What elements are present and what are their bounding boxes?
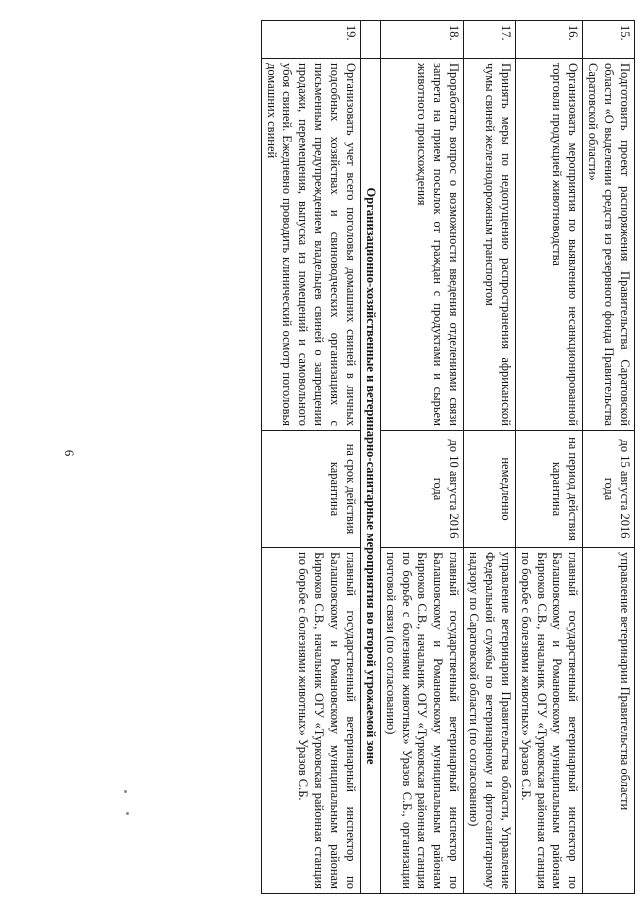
row-responsible: управление ветеринарии Правительства области, Управление Федеральной службы по ветеринарному и фитосанитарному надзору по Саратовской области (по согласованию)	[464, 548, 516, 894]
measures-table	[261, 20, 635, 894]
row-number: 16.	[515, 21, 583, 59]
section-number-cell	[361, 21, 381, 59]
row-term: немедленно	[464, 431, 516, 548]
row-responsible: главный государственный ветеринарный инспектор по Балашовскому и Романовскому муниципальным районам Бирюков С.В., начальник ОГУ «Турковская районная станция по борьбе с болезнями животных» Уразов С.Б.	[515, 548, 583, 894]
table-row	[515, 21, 583, 894]
section-row	[361, 21, 381, 894]
table-row	[380, 21, 463, 894]
row-number: 17.	[464, 21, 516, 59]
rotated-page-content	[95, 20, 635, 893]
row-term: до 15 августа 2016 года	[583, 431, 635, 548]
row-action: Организовать учет всего поголовья домашних свиней в личных подсобных хозяйствах и свиноводческих организациях с письменным предупреждением владельцев свиней о запрещении продажи, перемещения, выпуска из помещений и самовольного убоя свиней. Ежедневно проводить клинический осмотр поголовья домашних свиней	[261, 59, 360, 431]
section-title: Организационно-хозяйственные и ветеринарно-санитарные мероприятия во второй угрожаемой зоне	[361, 59, 381, 894]
row-responsible: главный государственный ветеринарный инспектор по Балашовскому и Романовскому муниципальным районам Бирюков С.В., начальник ОГУ «Турковская районная станция по борьбе с болезнями животных» Уразов С.Б.	[261, 548, 360, 894]
row-responsible: управление ветеринарии Правительства области	[583, 548, 635, 894]
row-number: 19.	[261, 21, 360, 59]
row-action: Проработать вопрос о возможности введения отделениями связи запрета на прием посылок от граждан с продуктами и сырьем животного происхождения	[380, 59, 463, 431]
row-number: 15.	[583, 21, 635, 59]
table-row	[464, 21, 516, 894]
row-action: Принять меры по недопущению распространения африканской чумы свиней железнодорожным транспортом	[464, 59, 516, 431]
row-action: Подготовить проект распоряжения Правительства Саратовской области «О выделении средств из резервного фонда Правительства Саратовской области»	[583, 59, 635, 431]
row-term: на период действия карантина	[515, 431, 583, 548]
row-responsible: главный государственный ветеринарный инспектор по Балашовскому и Романовскому муниципальным районам Бирюков С.В., начальник ОГУ «Турковская районная станция по борьбе с болезнями животных» Уразов С.Б., организации почтовой связи (по согласованию)	[380, 548, 463, 894]
table-row	[583, 21, 635, 894]
row-number: 18.	[380, 21, 463, 59]
table-row	[261, 21, 360, 894]
row-term: до 10 августа 2016 года	[380, 431, 463, 548]
row-action: Организовать мероприятия по выявлению несанкционированной торговли продукцией животноводства	[515, 59, 583, 431]
page-number: 6	[62, 449, 77, 457]
row-term: на срок действия карантина	[261, 431, 360, 548]
